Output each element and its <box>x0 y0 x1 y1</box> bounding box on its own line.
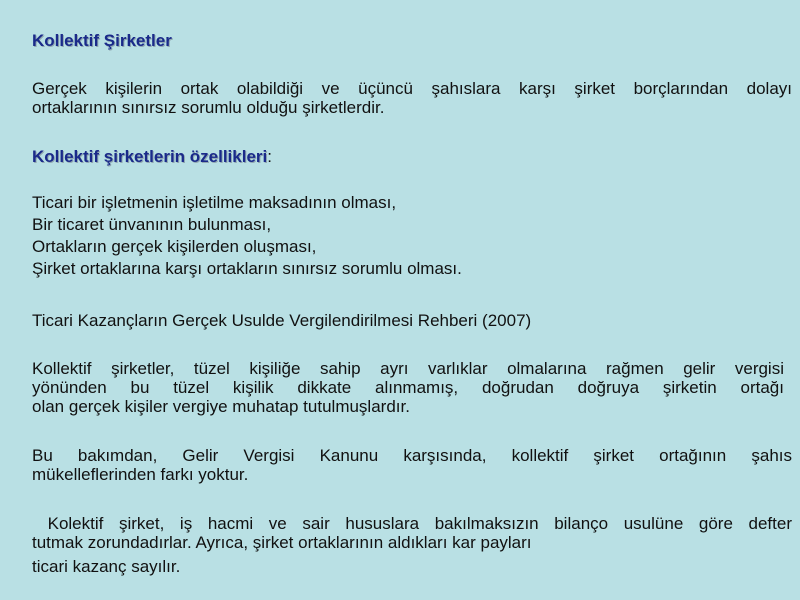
list-item: Bir ticaret ünvanının bulunması, <box>32 215 272 234</box>
list-item: Ortakların gerçek kişilerden oluşması, <box>32 237 317 256</box>
features-heading-text: Kollektif şirketlerin özellikleri <box>32 147 268 166</box>
paragraph-3-line-1: Kolektif şirket, iş hacmi ve sair hususlara bakılmaksızın bilanço usulüne göre defter <box>32 514 792 533</box>
heading-kollektif-sirketler: Kollektif Şirketler <box>32 31 172 50</box>
paragraph-2-line-2: mükelleflerinden farkı yoktur. <box>32 465 249 484</box>
paragraph-2-line-1: Bu bakımdan, Gelir Vergisi Kanunu karşısında, kollektif şirket ortağının şahıs <box>32 446 792 465</box>
paragraph-1-line-1: Kollektif şirketler, tüzel kişiliğe sahip ayrı varlıklar olmalarına rağmen gelir vergisi <box>32 359 784 378</box>
list-item: Şirket ortaklarına karşı ortakların sınırsız sorumlu olması. <box>32 259 462 278</box>
list-item: Ticari bir işletmenin işletilme maksadının olması, <box>32 193 397 212</box>
features-heading <box>32 147 272 166</box>
paragraph-1-line-3: olan gerçek kişiler vergiye muhatap tutulmuşlardır. <box>32 397 410 416</box>
features-heading-colon: : <box>267 147 272 166</box>
paragraph-1-line-2: yönünden bu tüzel kişilik dikkate alınmamış, doğrudan doğruya şirketin ortağı <box>32 378 784 397</box>
source-reference: Ticari Kazançların Gerçek Usulde Vergilendirilmesi Rehberi (2007) <box>32 311 532 330</box>
features-list <box>32 192 732 280</box>
paragraph-3-line-2: tutmak zorundadırlar. Ayrıca, şirket ortaklarının aldıkları kar payları <box>32 533 532 552</box>
definition-line-1: Gerçek kişilerin ortak olabildiği ve üçüncü şahıslara karşı şirket borçlarından dolayı <box>32 79 792 98</box>
definition-line-2: ortaklarının sınırsız sorumlu olduğu şirketlerdir. <box>32 98 385 117</box>
paragraph-3-line-3: ticari kazanç sayılır. <box>32 557 181 576</box>
